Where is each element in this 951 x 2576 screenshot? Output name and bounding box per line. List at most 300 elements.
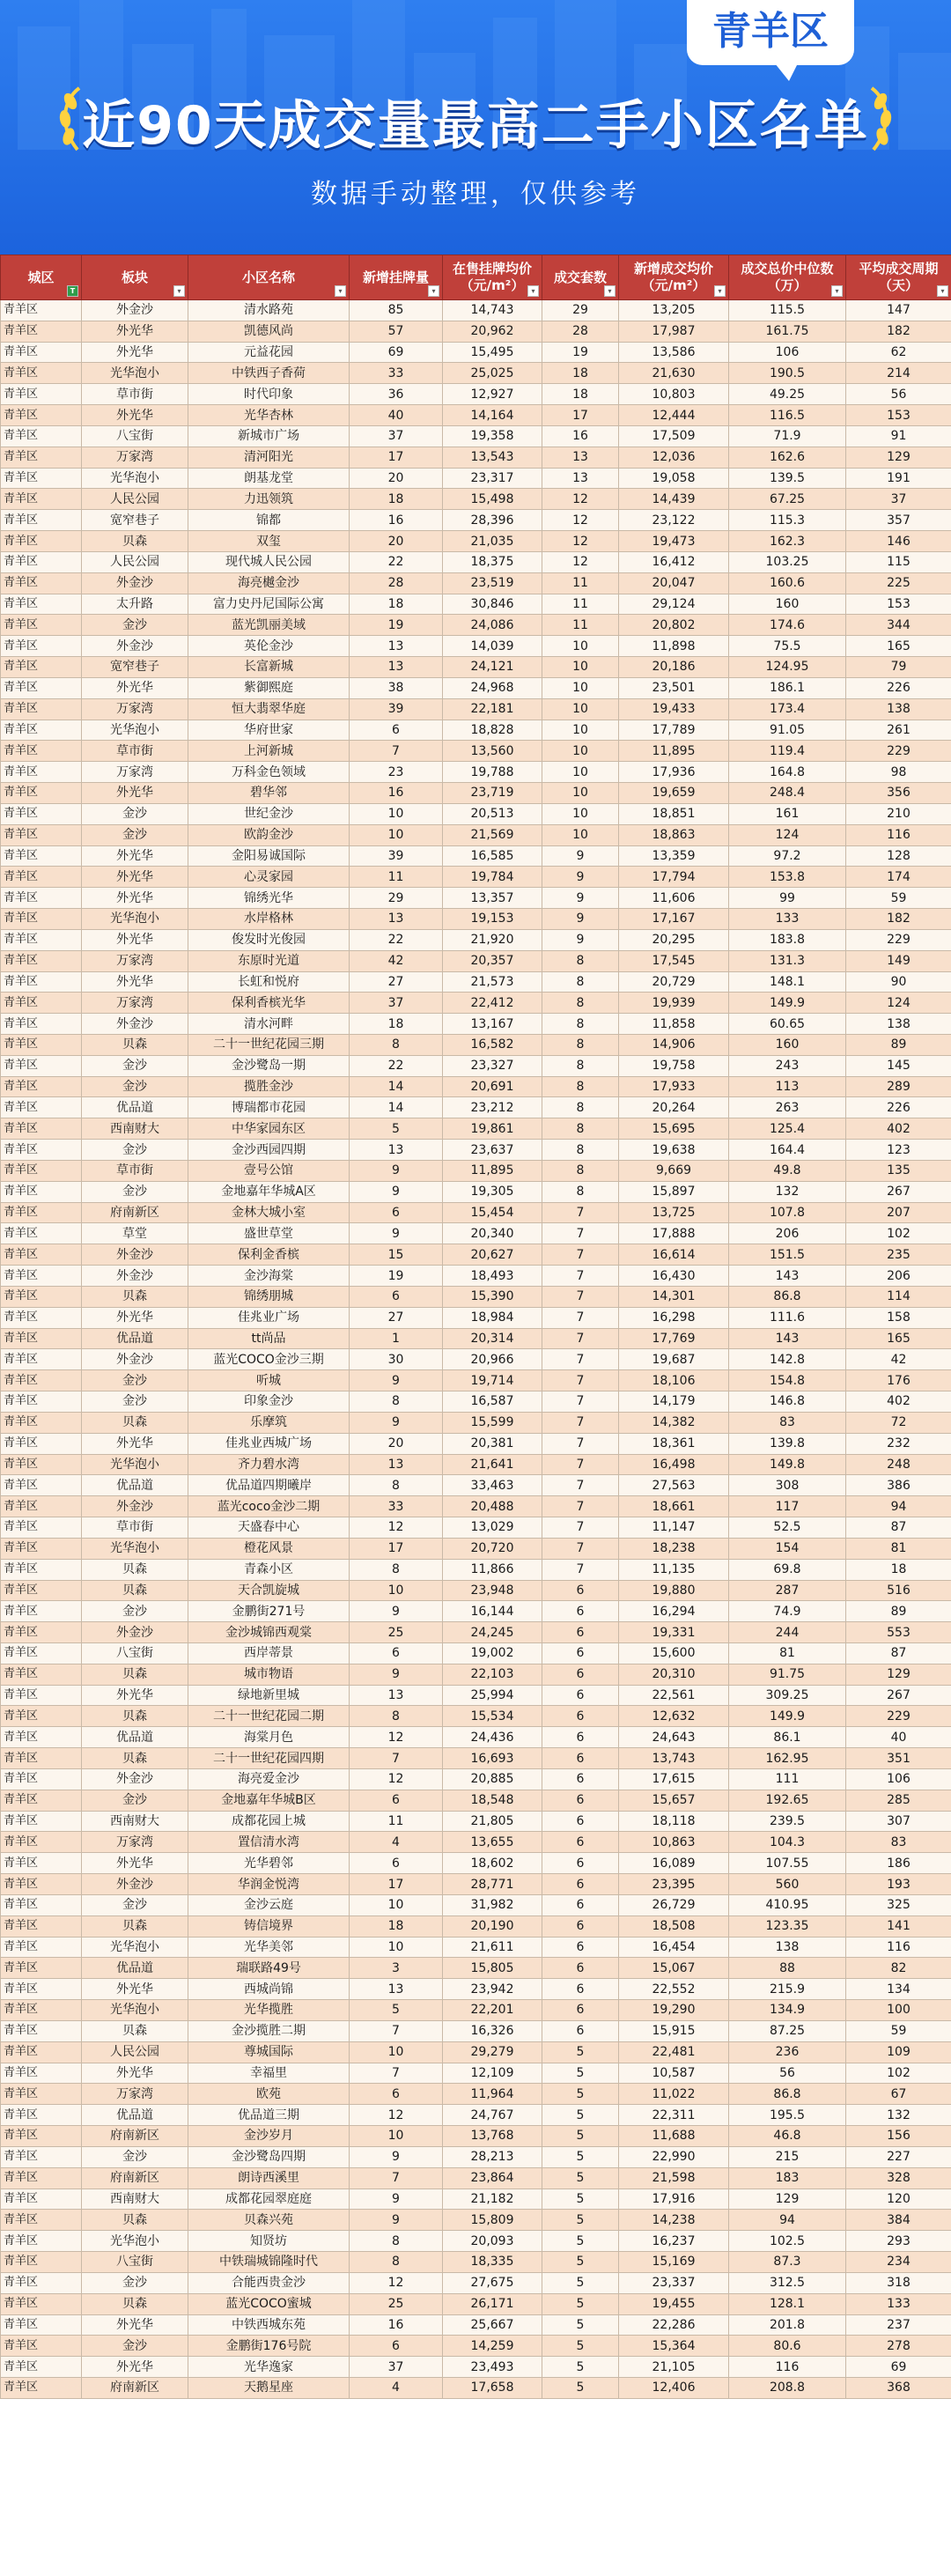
cell-district: 青羊区 (1, 1958, 82, 1979)
cell-median-total-price: 244 (729, 1622, 846, 1643)
filter-dropdown-icon[interactable]: ▾ (335, 285, 346, 297)
cell-community-name: 时代印象 (188, 384, 350, 405)
cell-avg-deal-cycle: 56 (846, 384, 951, 405)
cell-sector: 贝森 (82, 531, 188, 552)
cell-new-listings: 13 (350, 1979, 443, 2000)
cell-avg-deal-cycle: 132 (846, 2105, 951, 2126)
cell-community-name: 长富新城 (188, 657, 350, 678)
cell-district: 青羊区 (1, 636, 82, 657)
cell-avg-deal-cycle: 226 (846, 1097, 951, 1118)
cell-deal-avg-price: 12,632 (619, 1706, 729, 1727)
cell-sector: 优品道 (82, 1958, 188, 1979)
cell-sector: 外金沙 (82, 572, 188, 594)
cell-deal-count: 5 (542, 2041, 619, 2063)
cell-community-name: 金沙云庭 (188, 1894, 350, 1915)
cell-community-name: 城市物语 (188, 1664, 350, 1685)
cell-deal-avg-price: 19,687 (619, 1349, 729, 1370)
cell-district: 青羊区 (1, 2314, 82, 2336)
cell-new-listings: 20 (350, 1433, 443, 1454)
cell-new-listings: 12 (350, 2105, 443, 2126)
cell-deal-count: 10 (542, 824, 619, 845)
table-row (1, 1874, 951, 1895)
cell-median-total-price: 173.4 (729, 698, 846, 720)
cell-new-listings: 20 (350, 531, 443, 552)
cell-deal-avg-price: 19,638 (619, 1140, 729, 1161)
cell-listing-avg-price: 20,381 (443, 1433, 542, 1454)
cell-avg-deal-cycle: 207 (846, 1202, 951, 1223)
cell-new-listings: 17 (350, 447, 443, 468)
cell-sector: 外光华 (82, 1853, 188, 1874)
cell-community-name: 乐摩筑 (188, 1412, 350, 1433)
filter-dropdown-icon[interactable]: ▾ (714, 285, 726, 297)
cell-avg-deal-cycle: 89 (846, 1034, 951, 1055)
cell-community-name: 金地嘉年华城B区 (188, 1790, 350, 1811)
cell-avg-deal-cycle: 186 (846, 1853, 951, 1874)
table-row (1, 1328, 951, 1349)
cell-new-listings: 8 (350, 1706, 443, 1727)
cell-new-listings: 17 (350, 1538, 443, 1559)
table-row (1, 1140, 951, 1161)
table-row (1, 2084, 951, 2105)
cell-sector: 金沙 (82, 1790, 188, 1811)
cell-community-name: 清水路苑 (188, 300, 350, 321)
cell-avg-deal-cycle: 553 (846, 1622, 951, 1643)
cell-deal-avg-price: 19,939 (619, 993, 729, 1014)
cell-median-total-price: 71.9 (729, 425, 846, 447)
cell-avg-deal-cycle: 191 (846, 468, 951, 489)
cell-median-total-price: 115.3 (729, 510, 846, 531)
cell-median-total-price: 83 (729, 1412, 846, 1433)
cell-listing-avg-price: 13,543 (443, 447, 542, 468)
cell-median-total-price: 104.3 (729, 1832, 846, 1853)
cell-avg-deal-cycle: 206 (846, 1266, 951, 1287)
filter-dropdown-icon[interactable]: ▾ (173, 285, 185, 297)
cell-sector: 优品道 (82, 2105, 188, 2126)
table-row (1, 2377, 951, 2398)
cell-deal-count: 8 (542, 1014, 619, 1035)
cell-new-listings: 16 (350, 2314, 443, 2336)
cell-deal-count: 7 (542, 1433, 619, 1454)
cell-median-total-price: 161 (729, 803, 846, 824)
cell-avg-deal-cycle: 214 (846, 363, 951, 384)
cell-new-listings: 33 (350, 363, 443, 384)
cell-listing-avg-price: 20,488 (443, 1496, 542, 1517)
cell-listing-avg-price: 19,153 (443, 909, 542, 930)
cell-district: 青羊区 (1, 1517, 82, 1539)
table-row (1, 783, 951, 804)
cell-community-name: 中铁瑞城锦隆时代 (188, 2252, 350, 2273)
cell-sector: 光华泡小 (82, 468, 188, 489)
cell-listing-avg-price: 14,164 (443, 405, 542, 426)
cell-sector: 金沙 (82, 2146, 188, 2167)
cell-deal-avg-price: 18,661 (619, 1496, 729, 1517)
cell-median-total-price: 206 (729, 1223, 846, 1244)
cell-sector: 外金沙 (82, 1768, 188, 1790)
cell-new-listings: 7 (350, 741, 443, 762)
cell-listing-avg-price: 15,454 (443, 1202, 542, 1223)
cell-new-listings: 6 (350, 1286, 443, 1307)
cell-listing-avg-price: 21,641 (443, 1454, 542, 1475)
cell-community-name: 光华碧邻 (188, 1853, 350, 1874)
cell-avg-deal-cycle: 145 (846, 1055, 951, 1076)
cell-listing-avg-price: 15,390 (443, 1286, 542, 1307)
cell-median-total-price: 149.9 (729, 1706, 846, 1727)
cell-sector: 金沙 (82, 2272, 188, 2293)
cell-new-listings: 9 (350, 1370, 443, 1391)
cell-community-name: 中铁西城东苑 (188, 2314, 350, 2336)
cell-sector: 优品道 (82, 1328, 188, 1349)
cell-new-listings: 10 (350, 1894, 443, 1915)
cell-community-name: 光华逸家 (188, 2357, 350, 2378)
cell-median-total-price: 124.95 (729, 657, 846, 678)
cell-community-name: 中华家园东区 (188, 1118, 350, 1140)
cell-median-total-price: 149.9 (729, 993, 846, 1014)
cell-new-listings: 13 (350, 657, 443, 678)
cell-listing-avg-price: 15,599 (443, 1412, 542, 1433)
table-row (1, 1160, 951, 1181)
cell-sector: 金沙 (82, 803, 188, 824)
cell-deal-count: 13 (542, 447, 619, 468)
cell-deal-count: 7 (542, 1454, 619, 1475)
cell-new-listings: 8 (350, 1559, 443, 1580)
cell-district: 青羊区 (1, 2252, 82, 2273)
cell-listing-avg-price: 23,864 (443, 2167, 542, 2188)
cell-listing-avg-price: 18,984 (443, 1307, 542, 1328)
cell-median-total-price: 215.9 (729, 1979, 846, 2000)
cell-avg-deal-cycle: 72 (846, 1412, 951, 1433)
cell-district: 青羊区 (1, 1181, 82, 1202)
table-row (1, 1538, 951, 1559)
cell-avg-deal-cycle: 133 (846, 2293, 951, 2314)
filter-dropdown-icon[interactable]: ▾ (831, 285, 843, 297)
cell-community-name: 心灵家园 (188, 867, 350, 888)
cell-median-total-price: 91.75 (729, 1664, 846, 1685)
cell-deal-count: 9 (542, 845, 619, 867)
cell-district: 青羊区 (1, 845, 82, 867)
cell-deal-avg-price: 14,238 (619, 2210, 729, 2231)
cell-deal-avg-price: 21,105 (619, 2357, 729, 2378)
cell-community-name: 紫御熙庭 (188, 677, 350, 698)
table-header-row (1, 255, 951, 300)
cell-community-name: 力迅领筑 (188, 489, 350, 510)
table-row (1, 2210, 951, 2231)
cell-sector: 人民公园 (82, 489, 188, 510)
filter-dropdown-icon[interactable]: ▾ (937, 285, 948, 297)
cell-listing-avg-price: 25,025 (443, 363, 542, 384)
cell-deal-avg-price: 20,186 (619, 657, 729, 678)
cell-new-listings: 18 (350, 489, 443, 510)
cell-listing-avg-price: 13,560 (443, 741, 542, 762)
cell-deal-avg-price: 11,895 (619, 741, 729, 762)
cell-district: 青羊区 (1, 2188, 82, 2210)
cell-median-total-price: 183 (729, 2167, 846, 2188)
cell-deal-count: 5 (542, 2272, 619, 2293)
cell-community-name: 新城市广场 (188, 425, 350, 447)
cell-deal-count: 6 (542, 1643, 619, 1664)
cell-community-name: 合能西贵金沙 (188, 2272, 350, 2293)
cell-new-listings: 7 (350, 1748, 443, 1769)
cell-median-total-price: 99 (729, 888, 846, 909)
cell-sector: 万家湾 (82, 950, 188, 971)
cell-median-total-price: 154 (729, 1538, 846, 1559)
cell-sector: 万家湾 (82, 993, 188, 1014)
cell-community-name: 华府世家 (188, 720, 350, 741)
cell-median-total-price: 125.4 (729, 1118, 846, 1140)
cell-deal-count: 5 (542, 2377, 619, 2398)
cell-deal-count: 8 (542, 1055, 619, 1076)
cell-sector: 金沙 (82, 2336, 188, 2357)
cell-median-total-price: 263 (729, 1097, 846, 1118)
cell-new-listings: 10 (350, 1937, 443, 1958)
cell-deal-avg-price: 19,880 (619, 1580, 729, 1601)
district-badge: 青羊区 (687, 0, 854, 65)
cell-new-listings: 9 (350, 2210, 443, 2231)
cell-median-total-price: 60.65 (729, 1014, 846, 1035)
cell-median-total-price: 239.5 (729, 1811, 846, 1832)
cell-avg-deal-cycle: 351 (846, 1748, 951, 1769)
cell-community-name: 铸信境界 (188, 1915, 350, 1937)
cell-district: 青羊区 (1, 1160, 82, 1181)
column-header-district (1, 255, 82, 300)
table-row (1, 636, 951, 657)
cell-district: 青羊区 (1, 1412, 82, 1433)
cell-new-listings: 7 (350, 2063, 443, 2084)
cell-listing-avg-price: 18,335 (443, 2252, 542, 2273)
cell-deal-count: 5 (542, 2336, 619, 2357)
cell-district: 青羊区 (1, 2126, 82, 2147)
cell-new-listings: 19 (350, 615, 443, 636)
cell-district: 青羊区 (1, 1496, 82, 1517)
cell-sector: 金沙 (82, 824, 188, 845)
table-row (1, 1202, 951, 1223)
cell-new-listings: 1 (350, 1328, 443, 1349)
column-header-text: （天） (878, 277, 918, 293)
column-header-text: 成交套数 (553, 269, 607, 285)
table-row (1, 1685, 951, 1706)
cell-listing-avg-price: 19,861 (443, 1118, 542, 1140)
cell-deal-count: 8 (542, 1160, 619, 1181)
cell-deal-count: 7 (542, 1475, 619, 1496)
cell-median-total-price: 149.8 (729, 1454, 846, 1475)
cell-community-name: 元益花园 (188, 342, 350, 363)
table-row (1, 677, 951, 698)
filter-dropdown-icon[interactable]: ▾ (428, 285, 439, 297)
cell-median-total-price: 102.5 (729, 2231, 846, 2252)
cell-new-listings: 8 (350, 2252, 443, 2273)
cell-new-listings: 10 (350, 2041, 443, 2063)
cell-community-name: 金沙鹭岛一期 (188, 1055, 350, 1076)
table-row (1, 1433, 951, 1454)
cell-deal-count: 6 (542, 1601, 619, 1622)
cell-listing-avg-price: 24,767 (443, 2105, 542, 2126)
column-header-text: （元/m²） (460, 277, 525, 293)
cell-district: 青羊区 (1, 929, 82, 950)
table-row (1, 531, 951, 552)
cell-listing-avg-price: 20,885 (443, 1768, 542, 1790)
cell-avg-deal-cycle: 135 (846, 1160, 951, 1181)
cell-community-name: 金沙海棠 (188, 1266, 350, 1287)
table-row (1, 2020, 951, 2041)
table-row (1, 845, 951, 867)
cell-community-name: 金林大城小室 (188, 1202, 350, 1223)
cell-district: 青羊区 (1, 2020, 82, 2041)
cell-deal-avg-price: 15,915 (619, 2020, 729, 2041)
cell-new-listings: 9 (350, 2188, 443, 2210)
table-row (1, 425, 951, 447)
table-row (1, 909, 951, 930)
table-row (1, 321, 951, 342)
cell-median-total-price: 154.8 (729, 1370, 846, 1391)
cell-avg-deal-cycle: 115 (846, 551, 951, 572)
cell-median-total-price: 162.6 (729, 447, 846, 468)
cell-deal-count: 10 (542, 783, 619, 804)
cell-district: 青羊区 (1, 2293, 82, 2314)
cell-deal-avg-price: 17,509 (619, 425, 729, 447)
cell-deal-count: 6 (542, 1622, 619, 1643)
cell-sector: 光华泡小 (82, 1538, 188, 1559)
cell-sector: 人民公园 (82, 551, 188, 572)
cell-deal-avg-price: 20,295 (619, 929, 729, 950)
cell-district: 青羊区 (1, 1118, 82, 1140)
cell-deal-avg-price: 16,498 (619, 1454, 729, 1475)
filter-dropdown-icon[interactable]: ▾ (527, 285, 539, 297)
cell-community-name: 光华揽胜 (188, 2000, 350, 2021)
cell-deal-avg-price: 22,311 (619, 2105, 729, 2126)
cell-deal-avg-price: 15,067 (619, 1958, 729, 1979)
cell-sector: 草市街 (82, 741, 188, 762)
cell-deal-avg-price: 22,286 (619, 2314, 729, 2336)
cell-deal-avg-price: 23,337 (619, 2272, 729, 2293)
cell-deal-count: 6 (542, 2020, 619, 2041)
cell-deal-avg-price: 19,659 (619, 783, 729, 804)
cell-community-name: 优品道三期 (188, 2105, 350, 2126)
cell-community-name: 幸福里 (188, 2063, 350, 2084)
cell-avg-deal-cycle: 182 (846, 321, 951, 342)
cell-median-total-price: 174.6 (729, 615, 846, 636)
filter-active-icon[interactable]: T (67, 285, 78, 297)
cell-deal-avg-price: 17,789 (619, 720, 729, 741)
cell-deal-avg-price: 14,906 (619, 1034, 729, 1055)
cell-deal-avg-price: 13,359 (619, 845, 729, 867)
cell-community-name: 凯德风尚 (188, 321, 350, 342)
cell-community-name: 金阳易诚国际 (188, 845, 350, 867)
cell-district: 青羊区 (1, 1874, 82, 1895)
cell-deal-count: 19 (542, 342, 619, 363)
cell-median-total-price: 119.4 (729, 741, 846, 762)
table-row (1, 2357, 951, 2378)
cell-sector: 贝森 (82, 1559, 188, 1580)
cell-district: 青羊区 (1, 1580, 82, 1601)
cell-new-listings: 18 (350, 1915, 443, 1937)
cell-deal-avg-price: 16,430 (619, 1266, 729, 1287)
cell-community-name: 瑞联路49号 (188, 1958, 350, 1979)
cell-sector: 西南财大 (82, 2188, 188, 2210)
table-row (1, 1768, 951, 1790)
cell-listing-avg-price: 15,805 (443, 1958, 542, 1979)
cell-avg-deal-cycle: 165 (846, 1328, 951, 1349)
cell-listing-avg-price: 23,317 (443, 468, 542, 489)
column-header-text: 城区 (27, 269, 55, 285)
cell-median-total-price: 80.6 (729, 2336, 846, 2357)
cell-avg-deal-cycle: 138 (846, 1014, 951, 1035)
cell-deal-avg-price: 19,433 (619, 698, 729, 720)
cell-new-listings: 3 (350, 1958, 443, 1979)
cell-median-total-price: 111 (729, 1768, 846, 1790)
cell-deal-count: 5 (542, 2105, 619, 2126)
cell-sector: 贝森 (82, 1034, 188, 1055)
cell-deal-count: 9 (542, 909, 619, 930)
cell-median-total-price: 49.8 (729, 1160, 846, 1181)
cell-deal-count: 6 (542, 1832, 619, 1853)
cell-new-listings: 16 (350, 783, 443, 804)
cell-new-listings: 22 (350, 1055, 443, 1076)
cell-community-name: 听城 (188, 1370, 350, 1391)
cell-deal-avg-price: 17,167 (619, 909, 729, 930)
cell-median-total-price: 146.8 (729, 1391, 846, 1413)
cell-sector: 优品道 (82, 1727, 188, 1748)
cell-listing-avg-price: 15,498 (443, 489, 542, 510)
cell-avg-deal-cycle: 116 (846, 824, 951, 845)
cell-deal-avg-price: 17,615 (619, 1768, 729, 1790)
table-row (1, 1853, 951, 1874)
cell-median-total-price: 69.8 (729, 1559, 846, 1580)
cell-median-total-price: 153.8 (729, 867, 846, 888)
table-row (1, 2041, 951, 2063)
cell-new-listings: 9 (350, 1160, 443, 1181)
cell-deal-count: 12 (542, 551, 619, 572)
cell-deal-avg-price: 10,863 (619, 1832, 729, 1853)
cell-deal-count: 8 (542, 1034, 619, 1055)
table-row (1, 1915, 951, 1937)
cell-avg-deal-cycle: 261 (846, 720, 951, 741)
cell-avg-deal-cycle: 267 (846, 1685, 951, 1706)
cell-avg-deal-cycle: 234 (846, 2252, 951, 2273)
cell-listing-avg-price: 14,039 (443, 636, 542, 657)
cell-deal-count: 7 (542, 1391, 619, 1413)
filter-dropdown-icon[interactable]: ▾ (604, 285, 616, 297)
cell-sector: 西南财大 (82, 1118, 188, 1140)
cell-deal-count: 12 (542, 510, 619, 531)
cell-avg-deal-cycle: 227 (846, 2146, 951, 2167)
cell-deal-avg-price: 13,205 (619, 300, 729, 321)
cell-new-listings: 22 (350, 551, 443, 572)
cell-deal-avg-price: 10,587 (619, 2063, 729, 2084)
table-row (1, 2063, 951, 2084)
cell-community-name: 朗基龙堂 (188, 468, 350, 489)
cell-avg-deal-cycle: 278 (846, 2336, 951, 2357)
community-ranking-table (0, 255, 951, 2399)
cell-new-listings: 9 (350, 1601, 443, 1622)
cell-deal-avg-price: 15,600 (619, 1643, 729, 1664)
cell-listing-avg-price: 13,029 (443, 1517, 542, 1539)
cell-new-listings: 14 (350, 1097, 443, 1118)
cell-new-listings: 29 (350, 888, 443, 909)
cell-sector: 外金沙 (82, 1244, 188, 1266)
cell-new-listings: 9 (350, 2146, 443, 2167)
cell-deal-count: 5 (542, 2126, 619, 2147)
cell-new-listings: 19 (350, 1266, 443, 1287)
cell-district: 青羊区 (1, 2167, 82, 2188)
cell-deal-avg-price: 19,455 (619, 2293, 729, 2314)
table-row (1, 2146, 951, 2167)
cell-deal-count: 7 (542, 1328, 619, 1349)
cell-sector: 府南新区 (82, 2167, 188, 2188)
cell-sector: 草市街 (82, 384, 188, 405)
cell-district: 青羊区 (1, 1790, 82, 1811)
cell-district: 青羊区 (1, 1538, 82, 1559)
cell-median-total-price: 117 (729, 1496, 846, 1517)
table-row (1, 1601, 951, 1622)
